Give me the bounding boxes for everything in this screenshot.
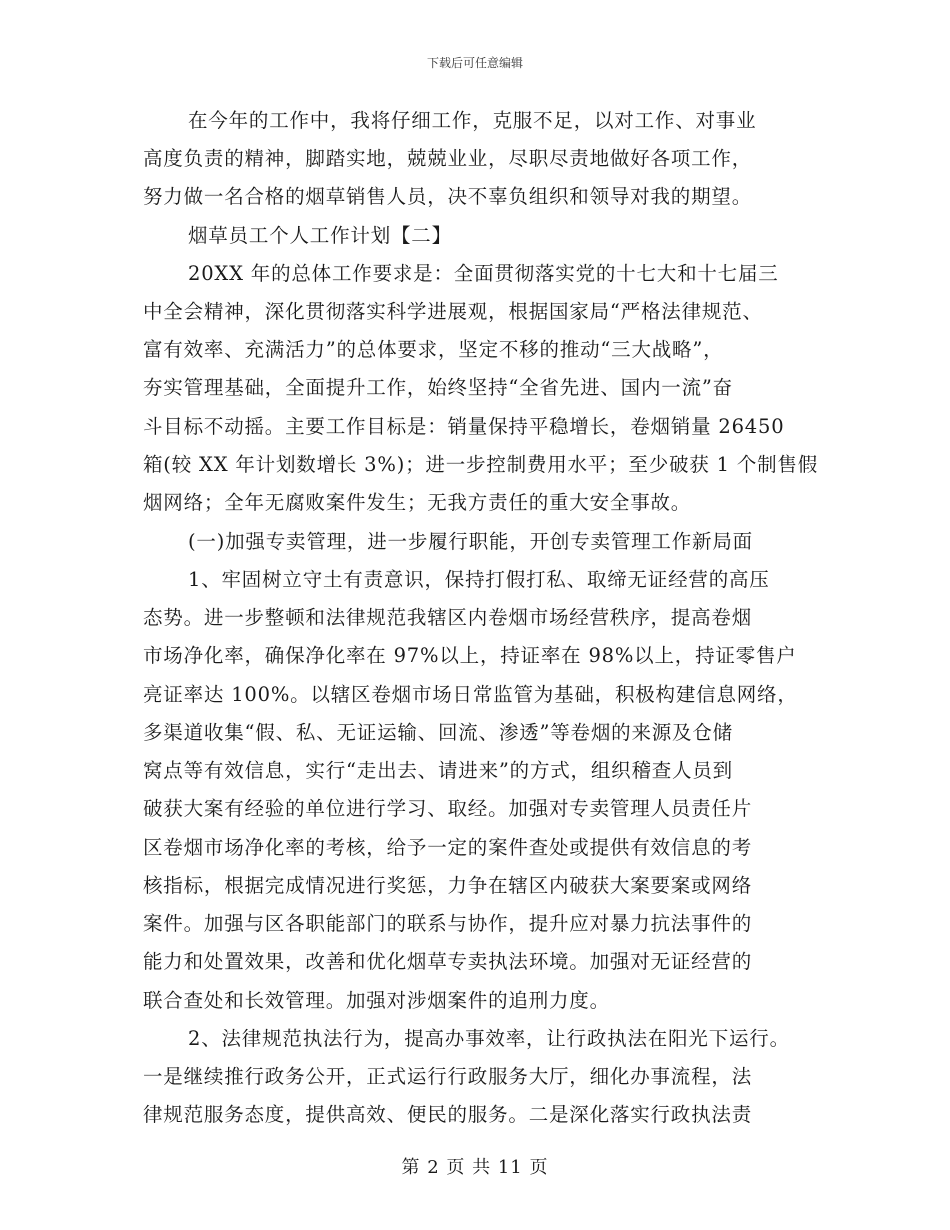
body-line: 努力做一名合格的烟草销售人员，决不辜负组织和领导对我的期望。 [143,185,753,208]
body-line: 区卷烟市场净化率的考核，给予一定的案件查处或提供有效信息的考 [143,836,753,859]
body-line: 核指标，根据完成情况进行奖惩，力争在辖区内破获大案要案或网络 [143,874,753,897]
body-line: 案件。加强与区各职能部门的联系与协作，提升应对暴力抗法事件的 [143,912,753,935]
body-line: 联合查处和长效管理。加强对涉烟案件的追刑力度。 [143,989,610,1012]
section-heading: 烟草员工个人工作计划【二】 [188,224,452,247]
body-line: 亮证率达 100%。以辖区卷烟市场日常监管为基础，积极构建信息网络， [143,683,798,706]
body-line: 箱(较 XX 年计划数增长 3%)；进一步控制费用水平；至少破获 1 个制售假 [143,453,819,476]
body-line: 1、牢固树立守土有责意识，保持打假打私、取缔无证经营的高压 [188,568,770,591]
body-line: 能力和处置效果，改善和优化烟草专卖执法环境。加强对无证经营的 [143,950,753,973]
body-line: 高度负责的精神，脚踏实地，兢兢业业，尽职尽责地做好各项工作， [143,147,753,170]
body-line: 破获大案有经验的单位进行学习、取经。加强对专卖管理人员责任片 [143,797,753,820]
body-line: 窝点等有效信息，实行“走出去、请进来”的方式，组织稽查人员到 [143,759,733,782]
body-line: 多渠道收集“假、私、无证运输、回流、渗透”等卷烟的来源及仓储 [143,721,733,744]
body-line: 态势。进一步整顿和法律规范我辖区内卷烟市场经营秩序，提高卷烟 [143,606,753,629]
body-line: 市场净化率，确保净化率在 97%以上，持证率在 98%以上，持证零售户 [143,644,797,667]
page-number: 第 2 页 共 11 页 [401,1157,549,1178]
subsection-heading: (一)加强专卖管理，进一步履行职能，开创专卖管理工作新局面 [188,530,753,553]
body-line: 2、法律规范执法行为，提高办事效率，让行政执法在阳光下运行。 [188,1027,790,1050]
body-line: 富有效率、充满活力”的总体要求，坚定不移的推动“三大战略”， [143,338,724,361]
body-line: 律规范服务态度，提供高效、便民的服务。二是深化落实行政执法责 [143,1103,753,1126]
body-line: 在今年的工作中，我将仔细工作，克服不足，以对工作、对事业 [188,109,757,132]
body-line: 一是继续推行政务公开，正式运行行政服务大厅，细化办事流程，法 [143,1065,753,1088]
body-line: 斗目标不动摇。主要工作目标是：销量保持平稳增长，卷烟销量 26450 [143,415,785,438]
body-line: 20XX 年的总体工作要求是：全面贯彻落实党的十七大和十七届三 [188,262,779,285]
body-line: 烟网络；全年无腐败案件发生；无我方责任的重大安全事故。 [143,491,692,514]
body-line: 夯实管理基础，全面提升工作，始终坚持“全省先进、国内一流”奋 [143,376,733,399]
page-header-note: 下载后可任意编辑 [426,56,523,70]
body-line: 中全会精神，深化贯彻落实科学进展观，根据国家局“严格法律规范、 [143,300,763,323]
